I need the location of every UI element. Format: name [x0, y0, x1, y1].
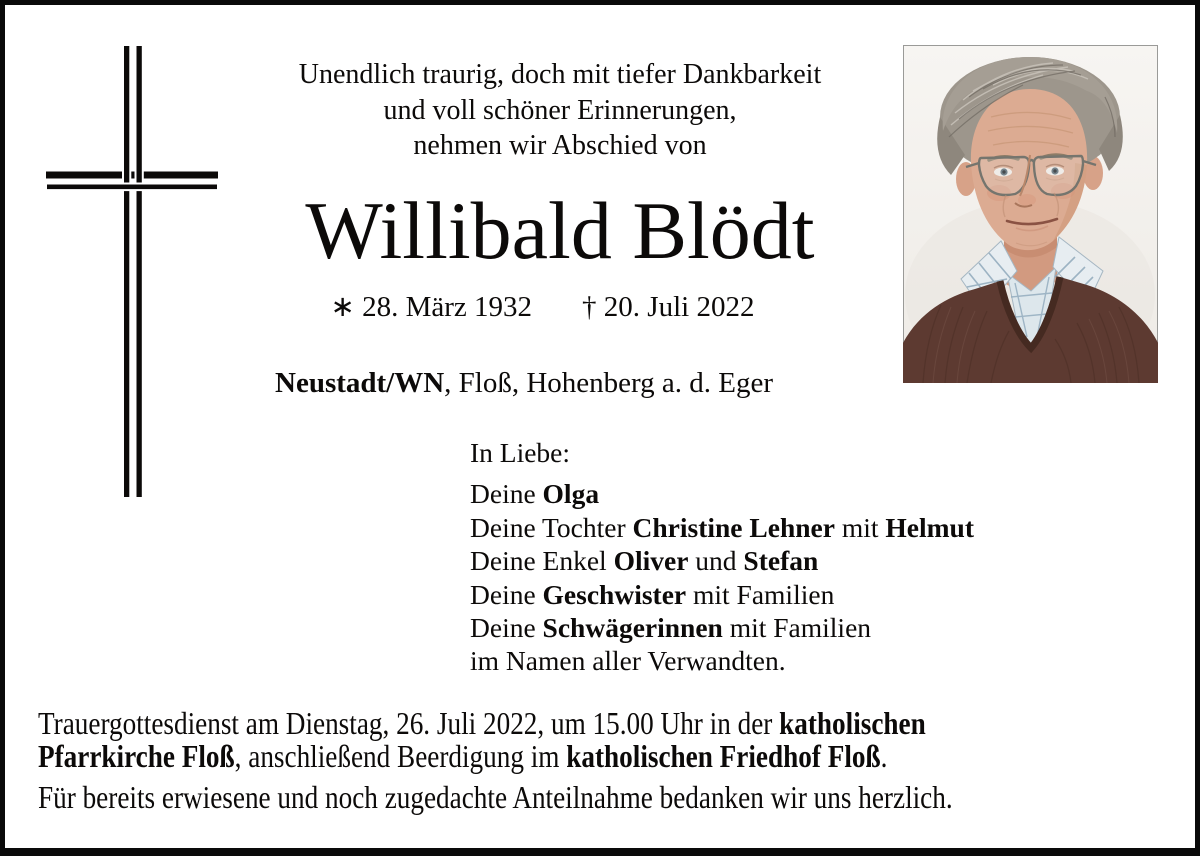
- text-segment: Deine Enkel: [470, 545, 614, 577]
- text-segment: Deine: [470, 578, 543, 610]
- text-segment: im Namen aller Verwandten.: [470, 645, 786, 677]
- text-segment: Helmut: [885, 511, 974, 543]
- text-segment: Oliver: [613, 545, 689, 577]
- text-line: [470, 644, 974, 677]
- text-segment: mit: [834, 511, 886, 543]
- funeral-block: [38, 707, 953, 814]
- text-line: [38, 707, 953, 740]
- deceased-name: Willibald Blödt: [305, 185, 815, 276]
- text-segment: Stefan: [743, 545, 819, 577]
- text-segment: Für bereits erwiesene und noch zugedachte Anteilnahme bedanken wir uns herzlich.: [38, 779, 953, 815]
- death-date: † 20. Juli 2022: [582, 291, 755, 323]
- text-line: [470, 578, 974, 611]
- text-segment: nehmen wir Abschied von: [413, 130, 707, 161]
- funeral-paragraph: [38, 707, 953, 772]
- text-segment: katholischen Friedhof Floß: [566, 737, 881, 774]
- family-block: [470, 436, 974, 678]
- text-segment: Deine: [470, 478, 543, 510]
- text-segment: Pfarrkirche Floß: [38, 737, 235, 774]
- text-segment: .: [880, 737, 888, 774]
- text-segment: Olga: [542, 478, 600, 510]
- text-segment: Neustadt/WN: [275, 367, 445, 399]
- birth-date: ∗ 28. März 1932: [330, 291, 533, 323]
- text-segment: mit Familien: [686, 578, 835, 610]
- text-segment: und voll schöner Erinnerungen,: [383, 94, 737, 126]
- text-segment: Unendlich traurig, doch mit tiefer Dankbarkeit: [298, 59, 822, 90]
- text-segment: Trauergottesdienst am Dienstag, 26. Juli 2022, um 15.00 Uhr in der: [38, 705, 780, 741]
- thanks-paragraph: [38, 781, 953, 814]
- text-line: [275, 366, 773, 400]
- portrait-photo: [903, 45, 1158, 383]
- text-line: [470, 611, 974, 644]
- text-line: [470, 477, 974, 510]
- family-lines: [470, 477, 974, 677]
- text-segment: Christine Lehner: [632, 511, 835, 543]
- text-segment: Deine Tochter: [470, 511, 633, 543]
- family-heading: In Liebe:: [470, 437, 571, 468]
- text-segment: Schwägerinnen: [542, 612, 723, 644]
- text-line: [470, 511, 974, 544]
- text-segment: Deine: [470, 612, 543, 644]
- text-segment: katholischen: [779, 705, 926, 741]
- text-segment: Geschwister: [542, 578, 687, 610]
- text-segment: mit Familien: [722, 612, 872, 644]
- residence-line: [275, 366, 773, 400]
- text-line: [38, 781, 953, 814]
- text-line: [38, 737, 953, 774]
- text-segment: und: [688, 545, 744, 577]
- text-line: [470, 544, 974, 577]
- text-segment: , anschließend Beerdigung im: [234, 737, 567, 774]
- text-segment: , Floß, Hohenberg a. d. Eger: [444, 367, 774, 399]
